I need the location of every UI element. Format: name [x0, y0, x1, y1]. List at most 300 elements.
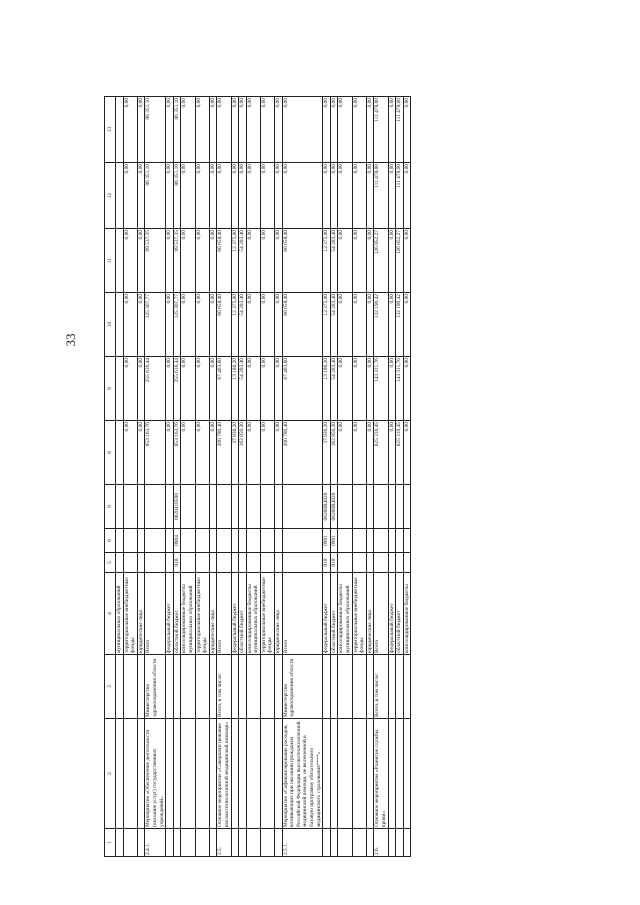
cell-y1: 13 180,20 [323, 357, 331, 421]
cell-exec [338, 655, 352, 719]
cell-csr: 06206R4020 [330, 485, 338, 529]
cell-sum: 0,00 [366, 421, 374, 485]
cell-sum: 0,00 [166, 421, 174, 485]
cell-grbs: 918 [323, 553, 331, 573]
cell-num [195, 829, 209, 857]
cell-num: 2.4.1. [145, 829, 166, 857]
cell-name [246, 719, 260, 829]
cell-sum: 0,00 [137, 421, 145, 485]
cell-name: Основное мероприятие «Развитие службы крови» [374, 719, 388, 829]
cell-sum: 653 163,76 [145, 421, 166, 485]
cell-source: территориальные внебюджетные фонды [260, 573, 274, 655]
cell-y2: 0,00 [388, 293, 396, 357]
table-row [403, 97, 411, 857]
cell-csr [338, 485, 352, 529]
cell-csr: 06206R4020 [323, 485, 331, 529]
cell-rzpr [260, 529, 274, 553]
cell-exec: Министерство здравоохранения области [282, 655, 323, 719]
cell-y4: 0,00 [166, 163, 174, 229]
table-row [217, 97, 231, 857]
cell-y3: 66 658,40 [282, 229, 323, 293]
cell-y5: 86 351,10 [173, 97, 181, 163]
cell-y1: 0,00 [195, 357, 209, 421]
cell-y1: 0,00 [181, 357, 195, 421]
cell-y3: 66 658,40 [217, 229, 231, 293]
cell-exec [330, 655, 338, 719]
cell-y5: 0,00 [239, 97, 247, 163]
cell-grbs [181, 553, 195, 573]
cell-grbs [403, 553, 411, 573]
cell-y2: 0,00 [275, 293, 283, 357]
cell-y2: 0,00 [166, 293, 174, 357]
cell-name [352, 719, 366, 829]
cell-exec [231, 655, 239, 719]
cell-y1: 67 463,60 [282, 357, 323, 421]
cell-num [323, 829, 331, 857]
cell-y5: 111 478,00 [374, 97, 388, 163]
cell-num [166, 829, 174, 857]
cell-y1: 0,00 [123, 357, 137, 421]
col-number-cell: 10 [105, 293, 116, 357]
cell-y1: 143 311,76 [396, 357, 404, 421]
cell-num [403, 829, 411, 857]
rotated-page [104, 97, 534, 857]
cell-num [388, 829, 396, 857]
cell-rzpr [396, 529, 404, 553]
cell-name [209, 719, 217, 829]
table-row [275, 97, 283, 857]
cell-exec [246, 655, 260, 719]
cell-source: Всего [282, 573, 323, 655]
cell-sum: 37 930,20 [323, 421, 331, 485]
cell-num [209, 829, 217, 857]
cell-grbs [217, 553, 231, 573]
cell-source: федеральный бюджет [388, 573, 396, 655]
cell-name [388, 719, 396, 829]
cell-name [181, 719, 195, 829]
cell-y1: 143 311,76 [374, 357, 388, 421]
cell-exec [275, 655, 283, 719]
cell-y3: 12 375,00 [323, 229, 331, 293]
cell-name [396, 719, 404, 829]
cell-num [338, 829, 352, 857]
cell-source: консолидированные бюджеты муниципальных образований [338, 573, 352, 655]
cell-grbs [396, 553, 404, 573]
cell-y2: 0,00 [195, 293, 209, 357]
cell-y3: 0,00 [246, 229, 260, 293]
cell-exec: Всего, в том числе: [374, 655, 388, 719]
cell-sum: 37 930,20 [231, 421, 239, 485]
cell-name [338, 719, 352, 829]
cell-y3: 0,00 [209, 229, 217, 293]
cell-rzpr [116, 529, 124, 553]
cell-sum: 0,00 [246, 421, 260, 485]
cell-y2: 0,00 [246, 293, 260, 357]
cell-source: федеральный бюджет [231, 573, 239, 655]
cell-exec [396, 655, 404, 719]
cell-y3: 12 375,00 [231, 229, 239, 293]
cell-source: юридические лица [275, 573, 283, 655]
cell-rzpr [338, 529, 352, 553]
table-row [338, 97, 352, 857]
cell-source: федеральный бюджет [323, 573, 331, 655]
cell-csr [374, 485, 388, 529]
cell-y2: 0,00 [352, 293, 366, 357]
cell-num: 2.5. [217, 829, 231, 857]
cell-y1: 0,00 [366, 357, 374, 421]
cell-num [352, 829, 366, 857]
cell-sum: 0,00 [338, 421, 352, 485]
cell-y5: 0,00 [330, 97, 338, 163]
cell-y3: 54 283,40 [330, 229, 338, 293]
cell-csr [396, 485, 404, 529]
table-row [137, 97, 145, 857]
cell-exec [403, 655, 411, 719]
cell-exec [352, 655, 366, 719]
cell-name [275, 719, 283, 829]
cell-y1 [116, 357, 124, 421]
cell-source: территориальные внебюджетные фонды [195, 573, 209, 655]
cell-source: юридические лица [209, 573, 217, 655]
cell-y3: 0,00 [137, 229, 145, 293]
cell-y3: 0,00 [275, 229, 283, 293]
cell-y1: 0,00 [388, 357, 396, 421]
cell-name: Мероприятие «Софинансирование расходов, возникающих при оказании гражданам Российской Федерации высокотехнологичной медицинской помощи, не включенной в базовую программу обязательного медицинского страхования****» [282, 719, 323, 829]
cell-grbs [195, 553, 209, 573]
cell-rzpr [388, 529, 396, 553]
cell-name [403, 719, 411, 829]
cell-name [323, 719, 331, 829]
cell-grbs [116, 553, 124, 573]
cell-grbs [123, 553, 137, 573]
cell-source: муниципальных образований [116, 573, 124, 655]
cell-y3: 99 537,35 [145, 229, 166, 293]
cell-sum: 653 163,76 [173, 421, 181, 485]
cell-y1: 0,00 [166, 357, 174, 421]
cell-num [396, 829, 404, 857]
cell-rzpr [209, 529, 217, 553]
cell-sum [116, 421, 124, 485]
cell-name [231, 719, 239, 829]
col-number-cell: 9 [105, 485, 116, 529]
cell-csr [181, 485, 195, 529]
cell-sum: 0,00 [275, 421, 283, 485]
table-row [260, 97, 274, 857]
cell-y2: 0,00 [403, 293, 411, 357]
cell-rzpr [366, 529, 374, 553]
cell-source: Всего [145, 573, 166, 655]
cell-y5: 0,00 [323, 97, 331, 163]
col-number-cell: 1 [105, 829, 116, 857]
page-number: 33 [63, 333, 78, 347]
cell-num [246, 829, 260, 857]
cell-source: консолидированные бюджеты [403, 573, 411, 655]
cell-y4: 0,00 [195, 163, 209, 229]
cell-csr [239, 485, 247, 529]
cell-rzpr [217, 529, 231, 553]
cell-y3: 126 852,27 [396, 229, 404, 293]
cell-csr [366, 485, 374, 529]
cell-y2: 0,00 [181, 293, 195, 357]
cell-y4: 0,00 [403, 163, 411, 229]
cell-exec [388, 655, 396, 719]
cell-exec [166, 655, 174, 719]
table-row [246, 97, 260, 857]
cell-csr [260, 485, 274, 529]
table-row [209, 97, 217, 857]
cell-y3: 0,00 [388, 229, 396, 293]
cell-rzpr [246, 529, 260, 553]
cell-y1: 0,00 [338, 357, 352, 421]
cell-exec [195, 655, 209, 719]
cell-rzpr [282, 529, 323, 553]
table-row [116, 97, 124, 857]
cell-rzpr [231, 529, 239, 553]
cell-grbs [260, 553, 274, 573]
cell-y5: 0,00 [195, 97, 209, 163]
cell-y1: 13 180,20 [231, 357, 239, 421]
table-row [181, 97, 195, 857]
cell-num [366, 829, 374, 857]
cell-rzpr: 0904 [173, 529, 181, 553]
cell-grbs [209, 553, 217, 573]
col-number-cell: 9 [105, 357, 116, 421]
cell-y5: 0,00 [260, 97, 274, 163]
cell-y2: 0,00 [209, 293, 217, 357]
cell-exec [260, 655, 274, 719]
cell-y4 [116, 163, 124, 229]
cell-y3: 0,00 [338, 229, 352, 293]
cell-y3 [116, 229, 124, 293]
cell-csr [388, 485, 396, 529]
col-number-cell: 5 [105, 553, 116, 573]
cell-source: юридические лица [137, 573, 145, 655]
cell-y4: 0,00 [137, 163, 145, 229]
cell-name [260, 719, 274, 829]
cell-y4: 0,00 [217, 163, 231, 229]
table-row [239, 97, 247, 857]
cell-y5: 0,00 [231, 97, 239, 163]
col-number-cell: 13 [105, 97, 116, 163]
table-row [195, 97, 209, 857]
table-row [123, 97, 137, 857]
cell-y1: 54 283,40 [239, 357, 247, 421]
cell-exec [323, 655, 331, 719]
cell-y3: 0,00 [403, 229, 411, 293]
table-row [366, 97, 374, 857]
table-row [282, 97, 323, 857]
table-row [374, 97, 388, 857]
col-number-cell: 2 [105, 719, 116, 829]
cell-y4: 0,00 [330, 163, 338, 229]
cell-name [330, 719, 338, 829]
cell-y4: 0,00 [246, 163, 260, 229]
cell-y5: 111 478,00 [396, 97, 404, 163]
cell-name [195, 719, 209, 829]
cell-csr [282, 485, 323, 529]
cell-name [173, 719, 181, 829]
cell-csr [166, 485, 174, 529]
cell-y2: 66 658,40 [282, 293, 323, 357]
cell-exec [209, 655, 217, 719]
col-number-cell: 3 [105, 655, 116, 719]
cell-y4: 0,00 [123, 163, 137, 229]
cell-csr [217, 485, 231, 529]
cell-y4: 0,00 [231, 163, 239, 229]
cell-sum: 625 310,45 [396, 421, 404, 485]
cell-y4: 86 351,10 [173, 163, 181, 229]
cell-y5: 0,00 [123, 97, 137, 163]
cell-y5: 0,00 [209, 97, 217, 163]
cell-y1: 0,00 [137, 357, 145, 421]
cell-num [123, 829, 137, 857]
cell-name [166, 719, 174, 829]
cell-name [116, 719, 124, 829]
cell-sum: 0,00 [403, 421, 411, 485]
cell-rzpr [403, 529, 411, 553]
cell-exec [239, 655, 247, 719]
cell-y4: 0,00 [366, 163, 374, 229]
cell-csr [246, 485, 260, 529]
cell-csr [275, 485, 283, 529]
cell-y5: 0,00 [137, 97, 145, 163]
cell-y2: 132 190,42 [374, 293, 388, 357]
cell-y3: 0,00 [166, 229, 174, 293]
col-number-cell: 11 [105, 229, 116, 293]
cell-y2: 0,00 [338, 293, 352, 357]
cell-exec [173, 655, 181, 719]
cell-grbs [137, 553, 145, 573]
cell-name [239, 719, 247, 829]
cell-num: 2.5.1. [282, 829, 323, 857]
cell-y4: 0,00 [352, 163, 366, 229]
cell-y3: 0,00 [366, 229, 374, 293]
cell-y4: 0,00 [181, 163, 195, 229]
cell-source: Всего [374, 573, 388, 655]
cell-exec [181, 655, 195, 719]
cell-sum: 162 850,20 [239, 421, 247, 485]
cell-sum: 625 310,45 [374, 421, 388, 485]
cell-grbs: 918 [173, 553, 181, 573]
cell-sum: 200 780,40 [282, 421, 323, 485]
cell-name [366, 719, 374, 829]
cell-y5: 0,00 [166, 97, 174, 163]
cell-rzpr [195, 529, 209, 553]
cell-rzpr [352, 529, 366, 553]
cell-y4: 86 351,10 [145, 163, 166, 229]
col-number-cell: 6 [105, 529, 116, 553]
cell-y4: 0,00 [239, 163, 247, 229]
table-row [323, 97, 331, 857]
cell-name: Основное мероприятие «Совершенствование высокотехнологичной медицинской помощи» [217, 719, 231, 829]
cell-y3: 126 852,27 [374, 229, 388, 293]
cell-sum: 162 850,20 [330, 421, 338, 485]
cell-num [239, 829, 247, 857]
cell-y4: 111 478,00 [396, 163, 404, 229]
cell-y1: 0,00 [403, 357, 411, 421]
cell-csr [123, 485, 137, 529]
cell-num [260, 829, 274, 857]
cell-y2: 0,00 [260, 293, 274, 357]
cell-num [137, 829, 145, 857]
cell-y5 [116, 97, 124, 163]
cell-grbs [352, 553, 366, 573]
cell-source: федеральный бюджет [166, 573, 174, 655]
cell-y4: 0,00 [323, 163, 331, 229]
cell-y4: 0,00 [282, 163, 323, 229]
table-row [173, 97, 181, 857]
cell-csr [195, 485, 209, 529]
cell-y3: 0,00 [181, 229, 195, 293]
cell-y3: 0,00 [123, 229, 137, 293]
cell-y2: 132 190,42 [396, 293, 404, 357]
cell-rzpr [374, 529, 388, 553]
cell-rzpr: 0901 [330, 529, 338, 553]
cell-y2: 54 283,40 [239, 293, 247, 357]
cell-grbs: 918 [330, 553, 338, 573]
cell-y4: 0,00 [275, 163, 283, 229]
cell-y5: 0,00 [282, 97, 323, 163]
cell-exec [116, 655, 124, 719]
cell-y2: 125 307,77 [173, 293, 181, 357]
cell-exec: Министерство здравоохранения области [145, 655, 166, 719]
cell-csr [116, 485, 124, 529]
cell-y1: 255 616,44 [145, 357, 166, 421]
table-row [145, 97, 166, 857]
cell-sum: 0,00 [123, 421, 137, 485]
cell-sum: 0,00 [388, 421, 396, 485]
cell-name: Мероприятие «Обеспечение деятельности (оказание услуг) государственных учреждений» [145, 719, 166, 829]
cell-rzpr [137, 529, 145, 553]
cell-sum: 200 780,40 [217, 421, 231, 485]
cell-y5: 0,00 [403, 97, 411, 163]
table-row [396, 97, 404, 857]
budget-table [104, 96, 411, 857]
cell-rzpr [145, 529, 166, 553]
cell-grbs [246, 553, 260, 573]
cell-rzpr [181, 529, 195, 553]
cell-sum: 0,00 [181, 421, 195, 485]
cell-num [173, 829, 181, 857]
cell-name [123, 719, 137, 829]
cell-y5: 0,00 [181, 97, 195, 163]
table-row [388, 97, 396, 857]
column-number-row [105, 97, 116, 857]
cell-rzpr [166, 529, 174, 553]
cell-source: Всего [217, 573, 231, 655]
cell-rzpr [123, 529, 137, 553]
table-row [330, 97, 338, 857]
cell-grbs [338, 553, 352, 573]
cell-csr [137, 485, 145, 529]
cell-exec [137, 655, 145, 719]
cell-y1: 0,00 [352, 357, 366, 421]
cell-num [275, 829, 283, 857]
cell-y1: 67 463,60 [217, 357, 231, 421]
cell-rzpr [275, 529, 283, 553]
cell-y1: 0,00 [275, 357, 283, 421]
cell-grbs [275, 553, 283, 573]
cell-y2 [116, 293, 124, 357]
cell-grbs [374, 553, 388, 573]
table-row [231, 97, 239, 857]
cell-sum: 0,00 [352, 421, 366, 485]
cell-grbs [166, 553, 174, 573]
cell-y3: 0,00 [352, 229, 366, 293]
cell-csr [145, 485, 166, 529]
cell-source: областной бюджет [173, 573, 181, 655]
table-body [116, 97, 411, 857]
